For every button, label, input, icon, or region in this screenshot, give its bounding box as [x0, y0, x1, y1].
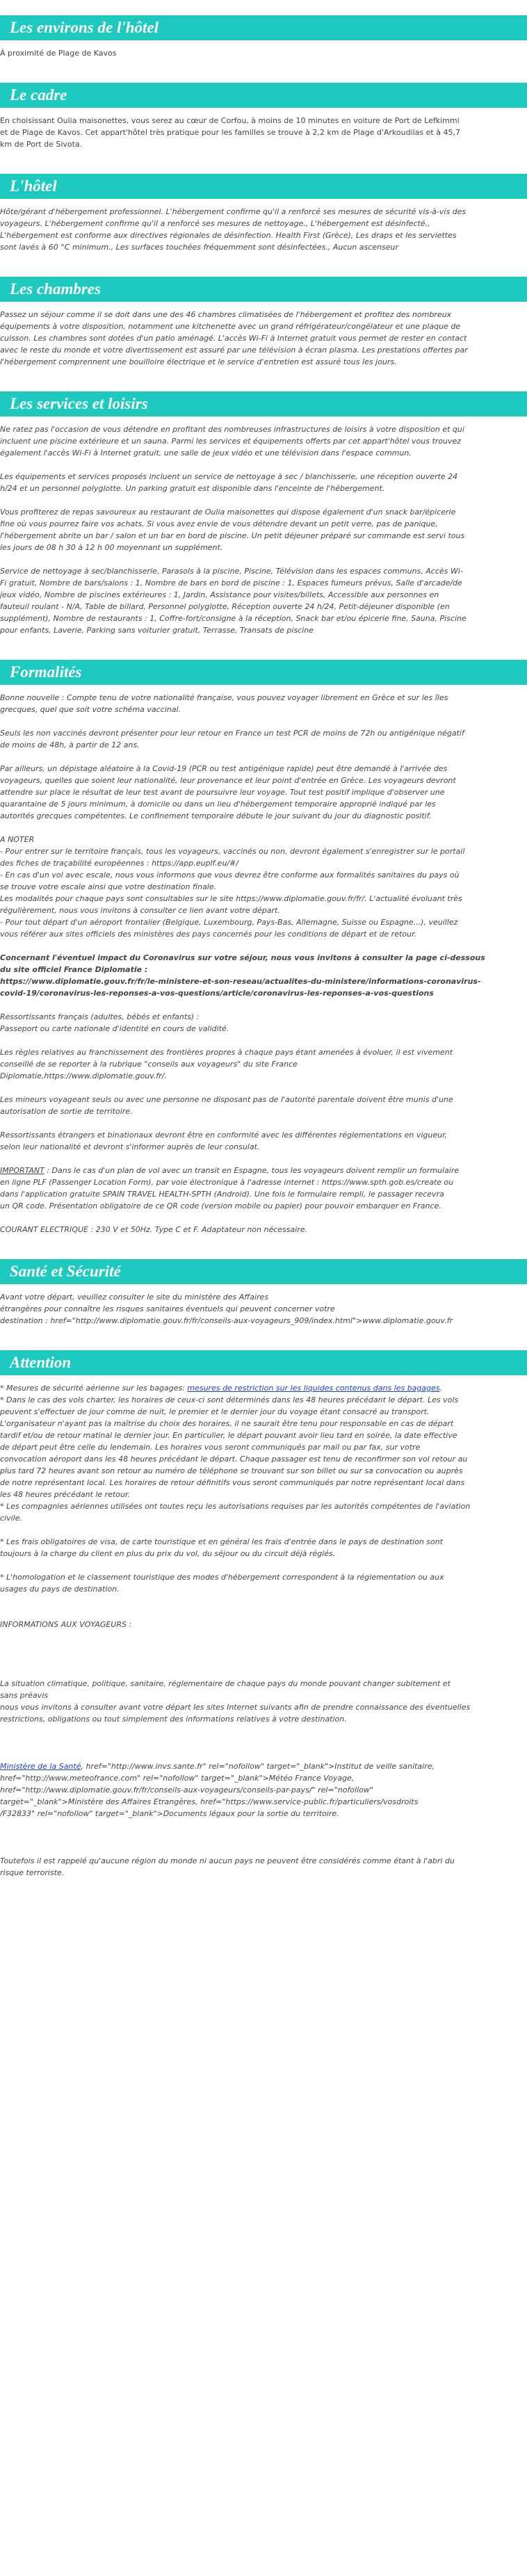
ministere-sante-link[interactable]: Ministère de la Santé: [0, 1762, 81, 1771]
spacer: [0, 1595, 527, 1619]
section-title-chambres: Les chambres: [0, 277, 527, 302]
formalites-paragraph-6: Ressortissants français (adultes, bébés et enfants) : Passeport ou carte nationale d'identité en cours de validité.: [0, 1012, 229, 1033]
attention-paragraph-5: La situation climatique, politique, sanitaire, réglementaire de chaque pays du monde pouvant changer subitement et sans préavis nous vous invitons à consulter avant votre départ les sites Internet suivants afin de prendre connaissance des éventuelles restrictions, obligations ou tout simplement des informations relatives à votre destination.: [0, 1679, 471, 1724]
spacer: [0, 1737, 527, 1760]
section-title-sante: Santé et Sécurité: [0, 1259, 527, 1284]
environs-text: À proximité de Plage de Kavos: [0, 49, 117, 58]
section-title-hotel: L'hôtel: [0, 174, 527, 199]
services-paragraph-4: Service de nettoyage à sec/blanchisserie, Parasols à la piscine, Piscine, Télévision dans les espaces communs, Accès Wi- Fi gratuit, Nombre de bars/salons : 1, Nombre de bars en bord de piscine : 1, Espaces fumeurs prévus, Salle d'arcade/de jeux vidéo, Nombre de piscines extérieures : 1, Jardin, Assistance pour visites/billets, Accessible aux personnes en fauteuil roulant - N/A, Table de billard, Personnel polyglotte, Réception ouverte 24 h/24, Petit-déjeuner disponible (en supplément), Nombre de restaurants : 1, Coffre-fort/consigne à la réception, Snack bar et/ou épicerie fine, Sauna, Piscine pour enfants, Laverie, Parking sans voiturier gratuit, Terrasse, Transats de piscine: [0, 567, 467, 635]
formalites-paragraph-11: COURANT ELECTRIQUE : 230 V et 50Hz. Type C et F. Adaptateur non nécessaire.: [0, 1225, 308, 1234]
spacer: [0, 1831, 527, 1855]
attention-paragraph-2: * Les frais obligatoires de visa, de carte touristique et en général les frais d'entrée dans le pays de destination sont toujours à la charge du client en plus du prix du vol, du séjour ou du circuit déjà réglés.: [0, 1537, 444, 1558]
section-services: [0, 391, 527, 636]
spacer: [0, 1630, 527, 1654]
formalites-paragraph-8: Les mineurs voyageant seuls ou avec une personne ne disposant pas de l'autorité parentale doivent être munis d'une autorisation de sortie de territoire.: [0, 1095, 453, 1116]
section-title-cadre: Le cadre: [0, 83, 527, 108]
section-sante: [0, 1259, 527, 1327]
important-text: : Dans le cas d'un plan de vol avec un transit en Espagne, tous les voyageurs doivent remplir un formulaire en ligne PLF (Passenger Location Form), par voie électronique à l'adresse internet : https://www.spth.gob.es/create ou dans l'application gratuite SPAIN TRAVEL HEALTH-SPTH (Android). Une fois le formulaire rempli, le passager recevra un QR code. Présentation obligatoire de ce QR code (version mobile ou papier) pour pouvoir embarquer en France.: [0, 1166, 460, 1210]
section-title-environs: Les environs de l'hôtel: [0, 15, 527, 40]
formalites-paragraph-7: Les règles relatives au franchissement des frontières propres à chaque pays étant amenées à évoluer, il est vivement conseillé de se reporter à la rubrique "conseils aux voyageurs" du site France Diplomatie,https://www.diplomatie.gouv.fr/.: [0, 1048, 453, 1080]
formalites-paragraph-4: A NOTER - Pour entrer sur le territoire français, tous les voyageurs, vaccinés ou non, devront également s'enregistrer sur le portail des fiches de traçabilité européennes : https://app.euplf.eu/#/ - En cas d'un vol avec escale, nous vous informons que vous devrez être conforme aux formalités sanitaires du pays où se trouve votre escale ainsi que votre destination finale. Les modalités pour chaque pays sont consultables sur le site https://www.diplomatie.gouv.fr/fr/. L'actualité évoluant très régulièrement, nous vous invitons à consulter ce lien avant votre départ. - Pour tout départ d'un aéroport frontalier (Belgique, Luxembourg, Pays-Bas, Allemagne, Suisse ou Espagne...), veuillez vous référer aux sites officiels des ministères des pays concernés pour les conditions de départ et de retour.: [0, 835, 465, 939]
attention-paragraph-7: Toutefois il est rappelé qu'aucune région du monde ni aucun pays ne peuvent être considérés comme étant à l'abri du risque terroriste.: [0, 1856, 455, 1877]
sante-text: Avant votre départ, veuillez consulter le site du ministère des Affaires étrangères pour connaître les risques sanitaires éventuels qui peuvent concerner votre destination : href="http://www.diplomatie.gouv.fr/fr/conseils-aux-voyageurs_909/index.html">www.diplomatie.gouv.fr: [0, 1293, 453, 1325]
section-chambres: [0, 277, 527, 368]
formalites-paragraph-2: Seuls les non vaccinés devront présenter pour leur retour en France un test PCR de moins de 72h ou antigénique négatif de moins de 48h, à partir de 12 ans.: [0, 729, 464, 750]
hotel-text: Hôte/gérant d'hébergement professionnel. L'hébergement confirme qu'il a renforcé ses mesures de sécurité vis-à-vis des voyageurs. L'hébergement confirme qu'il a renforcé ses mesures de nettoyage., L'hébergement est désinfecté., L'hébergement est conforme aux directives régionales de désinfection. Health First (Grèce), Les draps et les serviettes sont lavés à 60 °C minimum., Les surfaces touchées fréquemment sont désinfectées., Aucun ascenseur: [0, 207, 467, 252]
section-title-formalites: Formalités: [0, 660, 527, 685]
section-attention: [0, 1350, 527, 1879]
liquids-restriction-link[interactable]: mesures de restriction sur les liquides contenus dans les bagages: [187, 1384, 440, 1393]
cadre-text: En choisissant Oulia maisonettes, vous serez au cœur de Corfou, à moins de 10 minutes en voiture de Port de Lefkimmi et de Plage de Kavos. Cet appart'hôtel très pratique pour les familles se trouve à 2,2 km de Plage d'Arkoudilas et à 45,7 km de Port de Sivota.: [0, 116, 460, 149]
section-hotel: [0, 174, 527, 253]
formalites-paragraph-1: Bonne nouvelle : Compte tenu de votre nationalité française, vous pouvez voyager librement en Grèce et sur les îles grecques, quel que soit votre schéma vaccinal.: [0, 693, 448, 714]
spacer: [0, 1654, 527, 1678]
formalites-paragraph-9: Ressortissants étrangers et binationaux devront être en conformité avec les différentes réglementations en vigueur, selon leur nationalité et devront s'informer auprès de leur consulat.: [0, 1131, 448, 1151]
attention-line-1-end: .: [439, 1384, 443, 1393]
important-label: IMPORTANT: [0, 1166, 44, 1175]
chambres-text: Passez un séjour comme il se doit dans une des 46 chambres climatisées de l'hébergement et profitez des nombreux équipements à votre disposition, notamment une kitchenette avec un grand réfrigérateur/congélateur et une plaque de cuisson. Les chambres sont dotées d'un patio aménagé. L'accès Wi-Fi à Internet gratuit vous permet de rester en contact avec le reste du monde et votre divertissement est assuré par une télévision à écran plasma. Les prestations offertes par l'hébergement comprennent une bouilloire électrique et le service d'entretien est assuré tous les jours.: [0, 310, 468, 366]
attention-paragraph-6: [0, 1760, 521, 1820]
attention-paragraph-4: INFORMATIONS AUX VOYAGEURS :: [0, 1620, 132, 1629]
section-environs: [0, 15, 527, 59]
attention-paragraph-3: * L'homologation et le classement touristique des modes d'hébergement correspondent à la réglementation ou aux usages du pays de destination.: [0, 1573, 444, 1594]
formalites-paragraph-10: [0, 1165, 521, 1212]
attention-line-1-lead: * Mesures de sécurité aérienne sur les bagages:: [0, 1384, 188, 1393]
formalites-paragraph-3: Par ailleurs, un dépistage aléatoire à la Covid-19 (PCR ou test antigénique rapide) peut être demandé à l'arrivée des voyageurs, quelles que soient leur nationalité, leur provenance et leur point d'entrée en Grèce. Les voyageurs devront attendre sur place le résultat de leur test avant de poursuivre leur voyage. Tout test positif implique d'observer une quarantaine de 5 jours minimum, à domicile ou dans un lieu d'hébergement temporaire approprié indiqué par les autorités grecques compétentes. Le confinement temporaire débute le jour suivant du jour du diagnostic positif.: [0, 764, 456, 820]
section-cadre: [0, 83, 527, 150]
attention-paragraph-1: * Dans le cas des vols charter, les horaires de ceux-ci sont déterminés dans les 48 heures précédant le départ. Les vols peuvent s'effectuer de jour comme de nuit, le premier et le dernier jour du voyage étant consacré au transport. L'organisateur n'ayant pas la maîtrise du choix des horaires, il ne saurait être tenu pour responsable en cas de départ tardif et/ou de retour matinal le dernier jour. En particulier, le départ pouvant avoir lieu tard en soirée, la date effective de départ peut être celle du lendemain. Les horaires vous seront communiqués par mail ou par fax, sur votre convocation aéroport dans les 48 heures précédant le départ. Chaque passager est tenu de reconfirmer son vol retour au plus tard 72 heures avant son retour au numéro de téléphone se trouvant sur son billet ou sur sa convocation ou auprès de notre représentant local. Les horaires de retour définitifs vous seront communiqués par notre représentant local dans les 48 heures précédant le retour. * Les compagnies aériennes utilisées ont toutes reçu les autorisations requises par les autorités compétentes de l'aviation civile.: [0, 1395, 471, 1523]
attention-line-1: [0, 1382, 521, 1394]
section-title-services: Les services et loisirs: [0, 391, 527, 416]
services-paragraph-2: Les équipements et services proposés incluent un service de nettoyage à sec / blanchisserie, une réception ouverte 24 h/24 et un personnel polyglotte. Un parking gratuit est disponible dans l'enceinte de l'hébergement.: [0, 472, 458, 493]
section-formalites: [0, 660, 527, 1236]
section-title-attention: Attention: [0, 1350, 527, 1375]
services-paragraph-3: Vous profiterez de repas savoureux au restaurant de Oulia maisonettes qui dispose également d'un snack bar/épicerie fine où vous pourrez faire vos achats. Si vous avez envie de vous détendre devant un petit verre, pas de panique, l'hébergement abrite un bar / salon et un bar en bord de piscine. Un petit déjeuner préparé sur commande est servi tous les jours de 08 h 30 à 12 h 00 moyennant un supplément.: [0, 508, 465, 552]
attention-links-text: , href="http://www.invs.sante.fr" rel="nofollow" target="_blank">Institut de veille sanitaire, href="http://www.meteofrance.com" rel="nofollow" target="_blank">Météo France Voyage, href="http://www.diplomatie.gouv.fr/fr/conseils-aux-voyageurs/conseils-par-pays/" rel="nofollow" target="_blank">Ministère des Affaires Etrangères, href="https://www.service-public.fr/particuliers/vosdroits /F32833" rel="nofollow" target="_blank">Documents légaux pour la sortie du territoire.: [0, 1762, 435, 1818]
formalites-paragraph-5: Concernant l'éventuel impact du Coronavirus sur votre séjour, nous vous invitons à consulter la page ci-dessous du site officiel France Diplomatie : https://www.diplomatie.gouv.fr/fr/le-ministere-et-son-reseau/actualites-du-ministere/informations-coronavirus- covid-19/coronavirus-les-reponses-a-vos-questions/article/coronavirus-les-reponses-a-vos-questions: [0, 953, 485, 998]
services-paragraph-1: Ne ratez pas l'occasion de vous détendre en profitant des nombreuses infrastructures de loisirs à votre disposition et qui incluent une piscine extérieure et un sauna. Parmi les services et équipements offerts par cet appart'hôtel vous trouvez également l'accès Wi-Fi à Internet gratuit, une salle de jeux vidéo et une télévision dans l'espace commun.: [0, 425, 464, 457]
